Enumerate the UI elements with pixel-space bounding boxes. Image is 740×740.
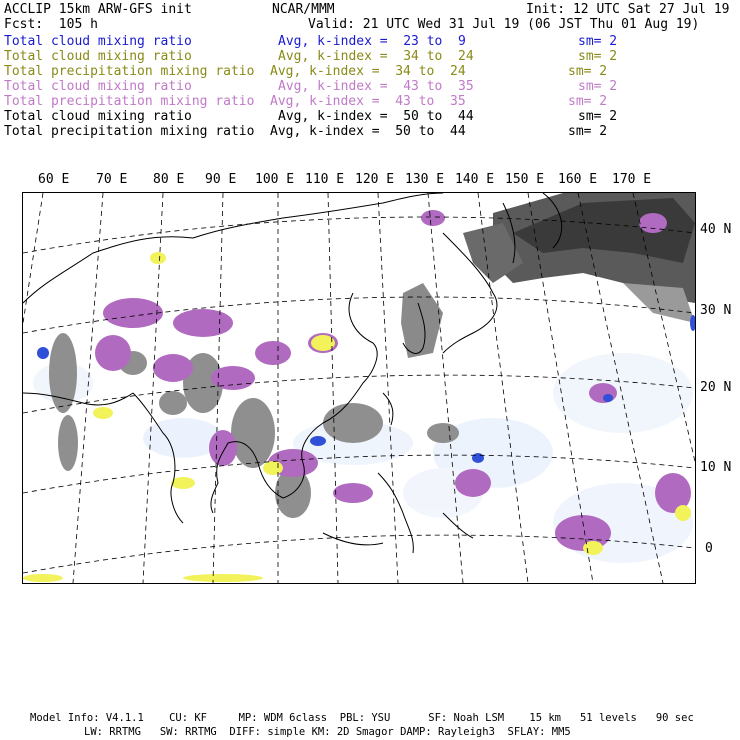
longitude-label: 80 E [153, 172, 185, 187]
legend-avg-label: Avg, k-index = 34 to 24 [278, 49, 474, 64]
legend-avg-label: Avg, k-index = 23 to 9 [278, 34, 466, 49]
legend-field-label: Total cloud mixing ratio [4, 79, 192, 94]
legend-sm-label: sm= 2 [578, 109, 618, 124]
map-canvas [23, 193, 695, 583]
institution-label: NCAR/MMM [272, 2, 335, 17]
legend-avg-label: Avg, k-index = 43 to 35 [278, 79, 474, 94]
legend-sm-label: sm= 2 [578, 34, 618, 49]
model-info-line2: LW: RRTMG SW: RRTMG DIFF: simple KM: 2D Smagor DAMP: Rayleigh3 SFLAY: MM5 [84, 726, 571, 738]
legend-avg-label: Avg, k-index = 43 to 35 [270, 94, 466, 109]
model-title: ACCLIP 15km ARW-GFS init [4, 2, 192, 17]
legend-field-label: Total precipitation mixing ratio [4, 124, 255, 139]
legend-avg-label: Avg, k-index = 50 to 44 [270, 124, 466, 139]
model-info-line1: Model Info: V4.1.1 CU: KF MP: WDM 6class PBL: YSU SF: Noah LSM 15 km 51 levels 90 sec [30, 712, 694, 724]
longitude-label: 100 E [255, 172, 295, 187]
latitude-label: 10 N [700, 460, 732, 475]
longitude-label: 70 E [96, 172, 128, 187]
legend-field-label: Total precipitation mixing ratio [4, 64, 255, 79]
init-time: Init: 12 UTC Sat 27 Jul 19 [526, 2, 730, 17]
legend-sm-label: sm= 2 [568, 94, 608, 109]
legend-field-label: Total precipitation mixing ratio [4, 94, 255, 109]
legend-field-label: Total cloud mixing ratio [4, 109, 192, 124]
latitude-label: 0 [705, 541, 713, 556]
longitude-label: 60 E [38, 172, 70, 187]
legend-field-label: Total cloud mixing ratio [4, 49, 192, 64]
legend-avg-label: Avg, k-index = 34 to 24 [270, 64, 466, 79]
legend-avg-label: Avg, k-index = 50 to 44 [278, 109, 474, 124]
legend-field-label: Total cloud mixing ratio [4, 34, 192, 49]
longitude-label: 130 E [405, 172, 445, 187]
legend-sm-label: sm= 2 [578, 49, 618, 64]
longitude-label: 140 E [455, 172, 495, 187]
longitude-label: 120 E [355, 172, 395, 187]
legend-sm-label: sm= 2 [568, 64, 608, 79]
longitude-label: 160 E [558, 172, 598, 187]
latitude-label: 30 N [700, 303, 732, 318]
forecast-hour: Fcst: 105 h [4, 17, 98, 32]
longitude-label: 150 E [505, 172, 545, 187]
longitude-label: 170 E [612, 172, 652, 187]
valid-time: Valid: 21 UTC Wed 31 Jul 19 (06 JST Thu 01 Aug 19) [308, 17, 700, 32]
legend-sm-label: sm= 2 [568, 124, 608, 139]
weather-map [22, 192, 696, 584]
latitude-label: 40 N [700, 222, 732, 237]
longitude-label: 110 E [305, 172, 345, 187]
legend-sm-label: sm= 2 [578, 79, 618, 94]
latitude-label: 20 N [700, 380, 732, 395]
longitude-label: 90 E [205, 172, 237, 187]
